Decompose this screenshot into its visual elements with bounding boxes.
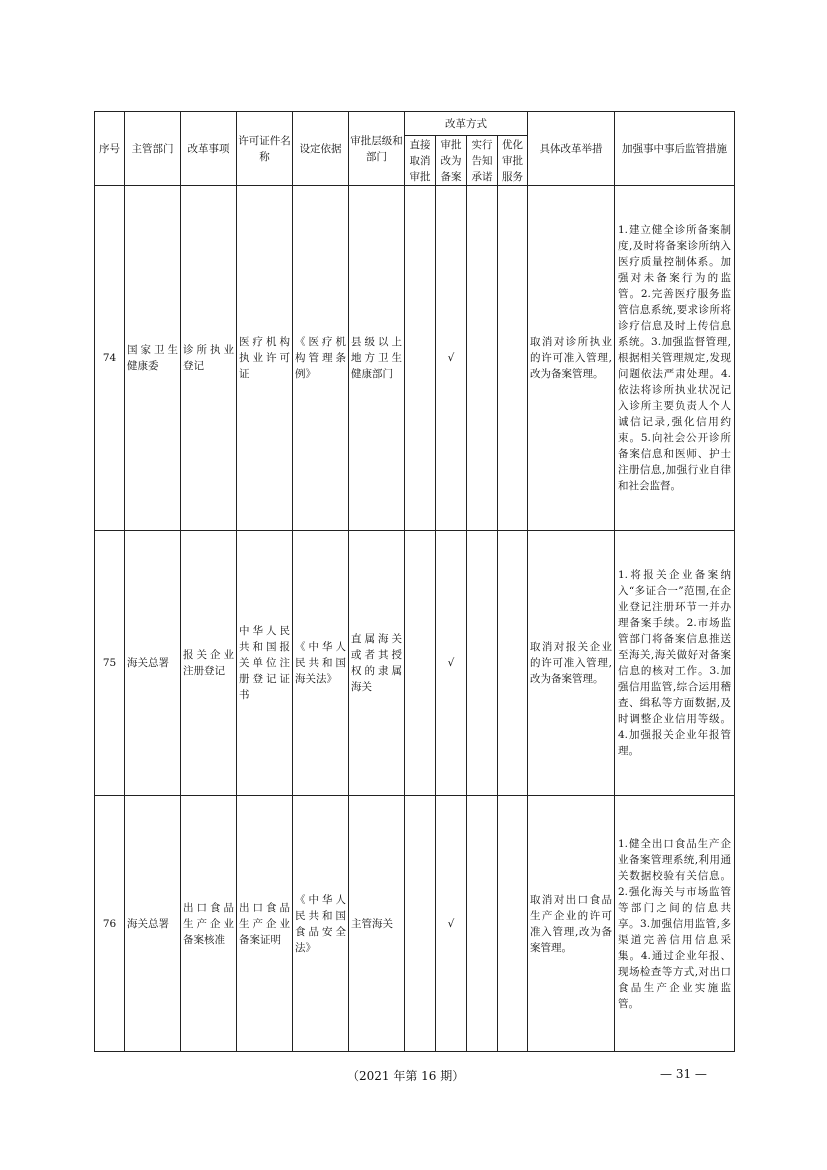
cancel-approval-cell <box>405 796 436 1052</box>
level-cell: 直属海关或者其授权的隶属海关 <box>349 531 405 796</box>
header-reform-method: 改革方式 <box>405 112 528 136</box>
seq-cell: 74 <box>95 186 125 531</box>
header-item: 改革事项 <box>181 112 237 186</box>
header-optimize-service: 优化审批服务 <box>498 136 528 186</box>
header-basis: 设定依据 <box>293 112 349 186</box>
notification-cell <box>467 796 498 1052</box>
seq-cell: 75 <box>95 531 125 796</box>
header-license: 许可证件名称 <box>237 112 293 186</box>
to-filing-cell: √ <box>436 531 467 796</box>
header-department: 主管部门 <box>125 112 181 186</box>
department-cell: 海关总署 <box>125 796 181 1052</box>
license-cell: 出口食品生产企业备案证明 <box>237 796 293 1052</box>
to-filing-cell: √ <box>436 796 467 1052</box>
measures-cell: 取消对报关企业的许可准入管理,改为备案管理。 <box>528 531 615 796</box>
header-row-top <box>95 112 735 136</box>
department-cell: 国家卫生健康委 <box>125 186 181 531</box>
issue-label: （2021 年第 16 期） <box>347 1069 465 1083</box>
cancel-approval-cell <box>405 531 436 796</box>
basis-cell: 《中华人民共和国海关法》 <box>293 531 349 796</box>
to-filing-cell: √ <box>436 186 467 531</box>
optimize-cell <box>498 796 528 1052</box>
supervision-cell: 1.建立健全诊所备案制度,及时将备案诊所纳入医疗质量控制体系。加强对未备案行为的监管。2.完善医疗服务监管信息系统,要求诊所将诊疗信息及时上传信息系统。3.加强监督管理,根据相关管理规定,发现问题依法严肃处理。4.依法将诊所执业状况记入诊所主要负责人个人诚信记录,强化信用约束。5.向社会公开诊所备案信息和医师、护士注册信息,加强行业自律和社会监督。 <box>615 186 735 531</box>
table-row <box>95 796 735 1052</box>
optimize-cell <box>498 531 528 796</box>
license-cell: 医疗机构执业许可证 <box>237 186 293 531</box>
level-cell: 县级以上地方卫生健康部门 <box>349 186 405 531</box>
table-row <box>95 186 735 531</box>
department-cell: 海关总署 <box>125 531 181 796</box>
reform-table <box>94 111 735 1052</box>
header-measures: 具体改革举措 <box>528 112 615 186</box>
supervision-cell: 1.将报关企业备案纳入“多证合一”范围,在企业登记注册环节一并办理备案手续。2.市场监管部门将备案信息推送至海关,海关做好对备案信息的核对工作。3.加强信用监管,综合运用稽查、缉私等方面数据,及时调整企业信用等级。4.加强报关企业年报管理。 <box>615 531 735 796</box>
level-cell: 主管海关 <box>349 796 405 1052</box>
header-cancel-approval: 直接取消审批 <box>405 136 436 186</box>
header-supervision: 加强事中事后监管措施 <box>615 112 735 186</box>
table-row <box>95 531 735 796</box>
item-cell: 报关企业注册登记 <box>181 531 237 796</box>
license-cell: 中华人民共和国报关单位注册登记证书 <box>237 531 293 796</box>
header-to-filing: 审批改为备案 <box>436 136 467 186</box>
measures-cell: 取消对出口食品生产企业的许可准入管理,改为备案管理。 <box>528 796 615 1052</box>
seq-cell: 76 <box>95 796 125 1052</box>
notification-cell <box>467 186 498 531</box>
header-notification-commitment: 实行告知承诺 <box>467 136 498 186</box>
supervision-cell: 1.健全出口食品生产企业备案管理系统,利用通关数据校验有关信息。2.强化海关与市场监管等部门之间的信息共享。3.加强信用监管,多渠道完善信用信息采集。4.通过企业年报、现场检查等方式,对出口食品生产企业实施监管。 <box>615 796 735 1052</box>
header-level: 审批层级和部门 <box>349 112 405 186</box>
page-number: — 31 — <box>660 1067 707 1081</box>
item-cell: 出口食品生产企业备案核准 <box>181 796 237 1052</box>
measures-cell: 取消对诊所执业的许可准入管理,改为备案管理。 <box>528 186 615 531</box>
notification-cell <box>467 531 498 796</box>
cancel-approval-cell <box>405 186 436 531</box>
basis-cell: 《医疗机构管理条例》 <box>293 186 349 531</box>
basis-cell: 《中华人民共和国食品安全法》 <box>293 796 349 1052</box>
item-cell: 诊所执业登记 <box>181 186 237 531</box>
header-seq: 序号 <box>95 112 125 186</box>
optimize-cell <box>498 186 528 531</box>
